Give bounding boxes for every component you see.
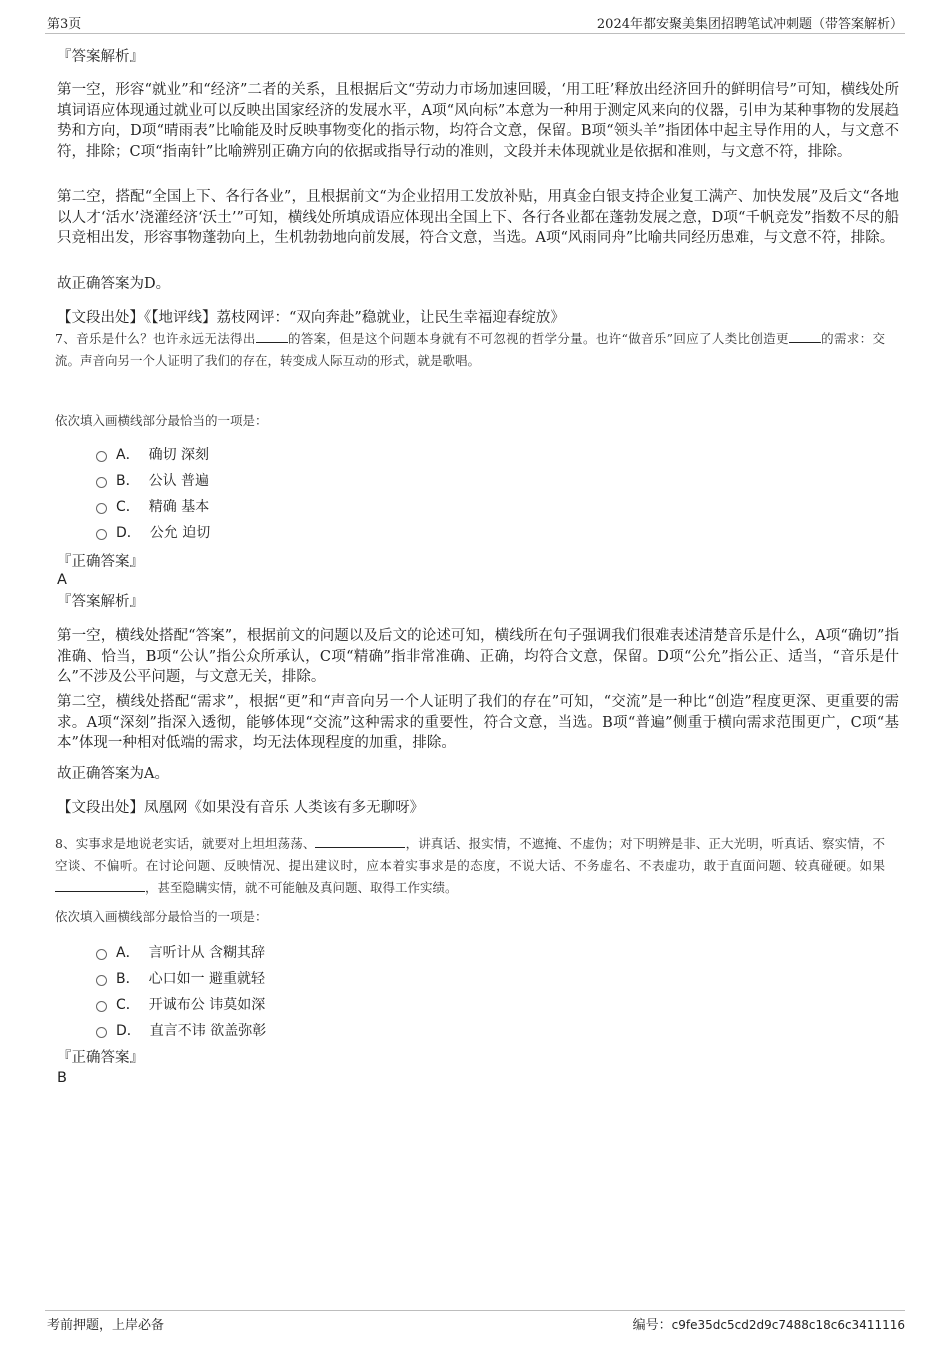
- page-number: 第3页: [47, 17, 82, 32]
- document-title: 2024年都安聚美集团招聘笔试冲刺题（带答案解析）: [596, 17, 903, 32]
- q8-blank-2: [55, 879, 145, 892]
- radio-icon[interactable]: [96, 503, 107, 514]
- q7-blank-2: [789, 330, 821, 343]
- q7-source: 【文段出处】凤凰网《如果没有音乐 人类该有多无聊呀》: [57, 800, 425, 816]
- footer-slogan: 考前押题，上岸必备: [47, 1318, 165, 1333]
- footer-document-id: 编号：c9fe35dc5cd2d9c7488c18c6c3411116: [632, 1318, 905, 1333]
- q6-analysis-paragraph-1: 第一空，形容“就业”和“经济”二者的关系，且根据后文“劳动力市场加速回暖，‘用工旺’释放出经济回升的鲜明信号”可知，横线处所填词语应体现通过就业可以反映出国家经济的发展水平，A项“风向标”本意为一种用于测定风来向的仪器，引申为某种事物的发展趋势和方向，D项“晴雨表”比喻能及时反映事物变化的指示物，均符合文意，保留。B项“领头羊”指团体中起主导作用的人，与文意不符，排除；C项“指南针”比喻辨别正确方向的依据或指导行动的准则，文段并未体现就业是依据和准则，与文意不符，排除。: [57, 82, 899, 160]
- q8-option-b[interactable]: B． 心口如一 避重就轻: [96, 969, 265, 989]
- q8-prompt: 依次填入画横线部分最恰当的一项是：: [55, 909, 268, 924]
- q8-blank-1: [315, 835, 405, 848]
- q7-answer-label: 『正确答案』: [57, 554, 144, 570]
- q7-analysis-paragraph-2: 第二空，横线处搭配“需求”，根据“更”和“声音向另一个人证明了我们的存在”可知，“交流”是一种比“创造”程度更深、更重要的需求。A项“深刻”指深入透彻，能够体现“交流”这种需求的重要性，符合文意，当选。B项“普遍”侧重于横向需求范围更广，C项“基本”体现一种相对低端的需求，均无法体现程度的加重，排除。: [57, 694, 899, 751]
- q6-analysis-label: 『答案解析』: [57, 49, 144, 65]
- q7-option-b[interactable]: B． 公认 普遍: [96, 471, 209, 491]
- q7-stem: 7、音乐是什么？也许永远无法得出 的答案，但是这个问题本身就有不可忽视的哲学分量。也许“做音乐”回应了人类比创造更 的需求：交流。声音向另一个人证明了我们的存在，转变成人际互动的形式，就是歌唱。: [55, 331, 885, 368]
- q7-option-a[interactable]: A． 确切 深刻: [96, 445, 209, 465]
- q7-prompt: 依次填入画横线部分最恰当的一项是：: [55, 413, 268, 428]
- q6-analysis-paragraph-2: 第二空，搭配“全国上下、各行各业”，且根据前文“为企业招用工发放补贴，用真金白银支持企业复工满产、加快发展”及后文“各地以人才‘活水’浇灌经济‘沃土’”可知，横线处所填成语应体现出全国上下、各行各业都在蓬勃发展之意，D项“千帆竞发”指数不尽的船只竞相出发，形容事物蓬勃向上，生机勃勃地向前发展，符合文意，当选。A项“风雨同舟”比喻共同经历患难，与文意不符，排除。: [57, 189, 899, 246]
- q8-answer: B: [57, 1070, 67, 1086]
- q6-conclusion: 故正确答案为D。: [57, 276, 171, 292]
- footer-divider: [45, 1310, 905, 1311]
- q8-stem: 8、实事求是地说老实话，就要对上坦坦荡荡、 ，讲真话、报实情，不遮掩、不虚伪；对下明辨是非、正大光明，听真话、察实情，不空谈、不偏听。在讨论问题、反映情况、提出建议时，应本着实事求是的态度，不说大话、不务虚名、不表虚功，敢于直面问题、较真碰硬。如果，甚至隐瞒实情，就不可能触及真问题、取得工作实绩。: [55, 836, 885, 895]
- q7-analysis-paragraph-1: 第一空，横线处搭配“答案”，根据前文的问题以及后文的论述可知，横线所在句子强调我们很难表述清楚音乐是什么，A项“确切”指准确、恰当，B项“公认”指公众所承认，C项“精确”指非常准确、正确，均符合文意，保留。D项“公允”指公正、适当，“音乐是什么”不涉及公平问题，与文意无关，排除。: [57, 628, 899, 685]
- radio-icon[interactable]: [96, 477, 107, 488]
- q8-answer-label: 『正确答案』: [57, 1050, 144, 1066]
- radio-icon[interactable]: [96, 451, 107, 462]
- radio-icon[interactable]: [96, 949, 107, 960]
- header-divider: [45, 33, 905, 34]
- q7-answer: A: [57, 572, 67, 588]
- q7-option-c[interactable]: C． 精确 基本: [96, 497, 209, 517]
- q7-option-d[interactable]: D． 公允 迫切: [96, 523, 210, 543]
- radio-icon[interactable]: [96, 529, 107, 540]
- q8-option-d[interactable]: D． 直言不讳 欲盖弥彰: [96, 1021, 266, 1041]
- q8-option-c[interactable]: C． 开诚布公 讳莫如深: [96, 995, 265, 1015]
- radio-icon[interactable]: [96, 975, 107, 986]
- radio-icon[interactable]: [96, 1001, 107, 1012]
- q7-blank-1: [256, 330, 288, 343]
- radio-icon[interactable]: [96, 1027, 107, 1038]
- q8-option-a[interactable]: A． 言听计从 含糊其辞: [96, 943, 265, 963]
- q7-analysis-label: 『答案解析』: [57, 594, 144, 610]
- q7-conclusion: 故正确答案为A。: [57, 766, 169, 782]
- q6-source: 【文段出处】《【地评线】荔枝网评：“双向奔赴”稳就业，让民生幸福迎春绽放》: [57, 310, 565, 326]
